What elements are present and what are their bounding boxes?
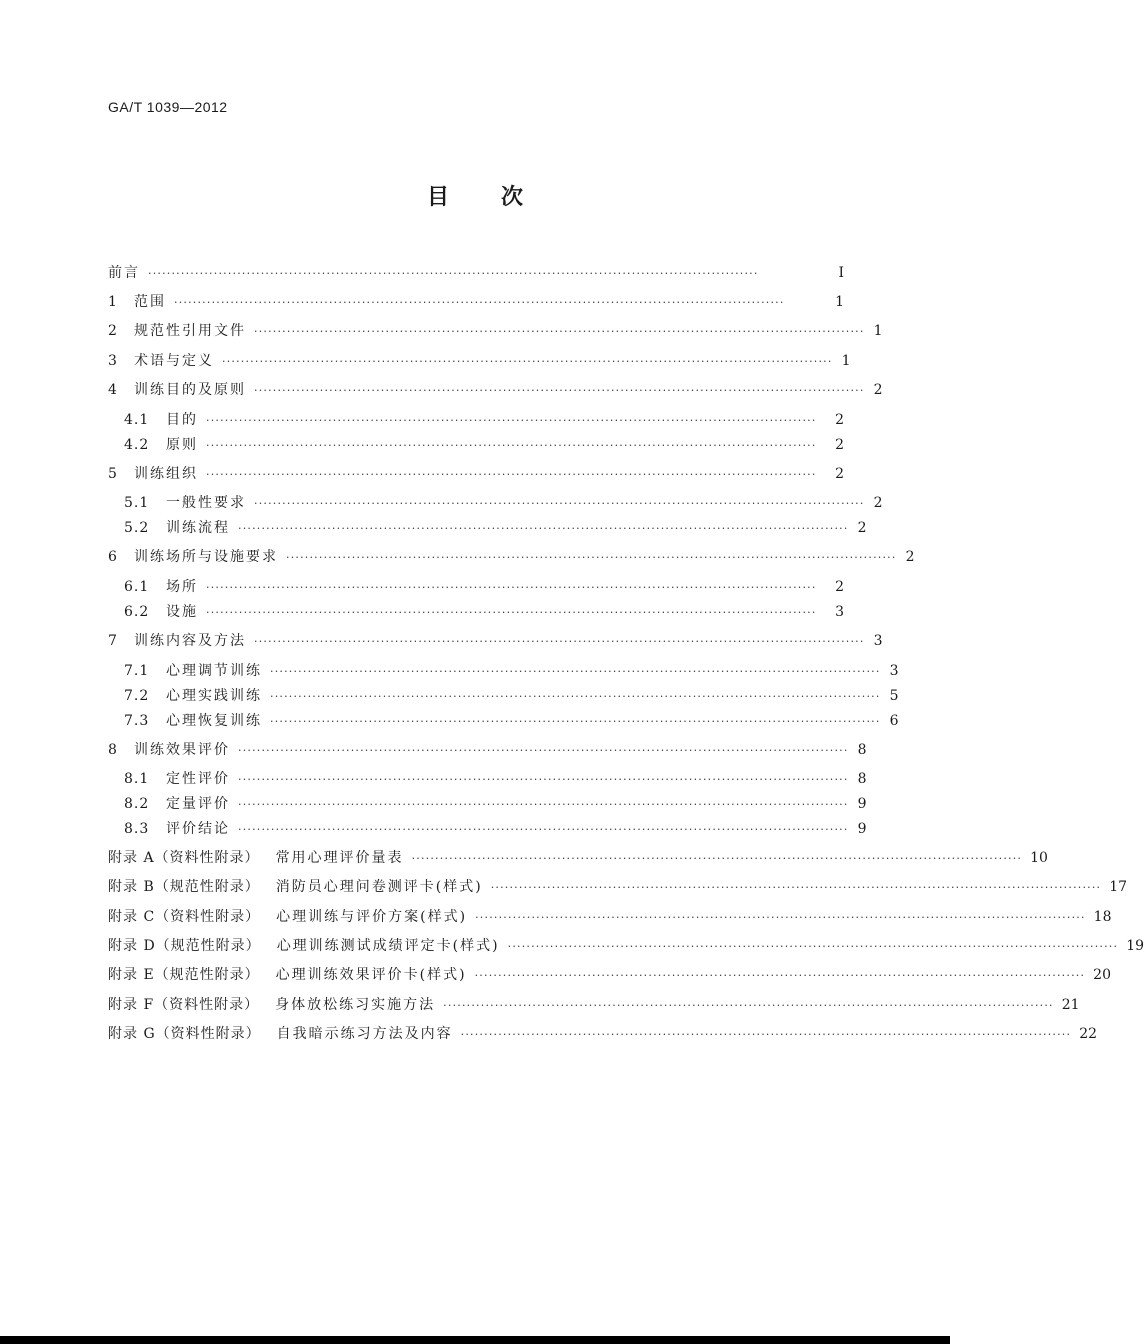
toc-leader-dots: ·································································································································· <box>238 522 849 535</box>
toc-entry[interactable] <box>108 350 851 370</box>
toc-entry[interactable] <box>108 379 883 399</box>
toc-leader-dots: ·································································································································· <box>254 384 865 397</box>
toc-entry-label: 训练内容及方法 <box>134 633 246 649</box>
toc-entry-label: 常用心理评价量表 <box>275 850 404 866</box>
toc-entry-number: 8.1 <box>124 771 150 787</box>
toc-entry[interactable] <box>108 739 867 759</box>
toc-entry-number: 7 <box>108 633 118 649</box>
toc-entry-page-number: 22 <box>1079 1026 1098 1042</box>
toc-entry-number: 4 <box>108 382 118 398</box>
toc-entry-label: 训练组织 <box>134 466 198 482</box>
toc-entry-number: 5.2 <box>124 520 150 536</box>
toc-entry-label: 前言 <box>108 265 140 281</box>
toc-entry-number: 6 <box>108 549 118 565</box>
toc-entry[interactable] <box>124 818 867 838</box>
toc-entry-label: 训练效果评价 <box>134 742 230 758</box>
toc-entry-page-number: 1 <box>835 294 844 310</box>
toc-entry-page-number: 2 <box>873 495 883 511</box>
toc-entry-label: 心理训练效果评价卡(样式) <box>275 967 467 983</box>
toc-entry-label: 范围 <box>134 294 166 310</box>
toc-leader-dots: ·································································································································· <box>238 798 849 811</box>
toc-leader-dots: ·································································································································· <box>148 267 759 280</box>
toc-entry-page-number: 10 <box>1030 850 1048 866</box>
toc-appendix-heading: 附录 F（资料性附录） <box>108 997 260 1013</box>
toc-entry-number: 8 <box>108 742 118 758</box>
toc-entry-label: 心理训练与评价方案(样式) <box>276 909 468 925</box>
toc-entry[interactable] <box>108 994 1080 1014</box>
toc-entry-label: 一般性要求 <box>166 495 246 511</box>
toc-entry[interactable] <box>124 601 844 621</box>
toc-entry-number: 5.1 <box>124 495 150 511</box>
toc-leader-dots: ·································································································································· <box>206 581 817 594</box>
toc-entry-label: 术语与定义 <box>134 353 214 369</box>
toc-entry[interactable] <box>108 291 844 311</box>
toc-leader-dots: ·································································································································· <box>475 911 1086 924</box>
toc-entry-label: 目的 <box>166 412 198 428</box>
toc-entry-number: 6.2 <box>124 604 150 620</box>
toc-entry[interactable] <box>124 710 899 730</box>
toc-entry[interactable] <box>108 935 1144 955</box>
toc-entry[interactable] <box>124 434 844 454</box>
toc-entry-page-number: 1 <box>873 323 883 339</box>
toc-leader-dots: ·································································································································· <box>206 606 817 619</box>
toc-leader-dots: ·································································································································· <box>270 665 881 678</box>
toc-entry[interactable] <box>124 492 883 512</box>
toc-entry-page-number: 2 <box>857 520 867 536</box>
toc-entry-page-number: 9 <box>857 796 867 812</box>
toc-entry-label: 原则 <box>166 437 198 453</box>
toc-entry[interactable] <box>108 262 844 282</box>
toc-entry-page-number: 1 <box>841 353 851 369</box>
toc-leader-dots: ·································································································································· <box>206 414 817 427</box>
toc-entry-label: 消防员心理问卷测评卡(样式) <box>275 879 483 895</box>
toc-leader-dots: ·································································································································· <box>174 296 785 309</box>
toc-entry-page-number: 2 <box>905 549 915 565</box>
toc-entry-page-number: 6 <box>889 713 899 729</box>
toc-entry-number: 5 <box>108 466 118 482</box>
toc-leader-dots: ·································································································································· <box>206 468 817 481</box>
toc-leader-dots: ·································································································································· <box>222 355 833 368</box>
toc-entry-label: 心理恢复训练 <box>166 713 262 729</box>
toc-entry-page-number: 21 <box>1061 997 1080 1013</box>
toc-entry-page-number: 2 <box>873 382 883 398</box>
toc-entry-page-number: 2 <box>835 437 844 453</box>
toc-appendix-heading: 附录 A（资料性附录） <box>108 850 260 866</box>
toc-entry[interactable] <box>124 793 867 813</box>
toc-entry-label: 评价结论 <box>166 821 230 837</box>
toc-entry-number: 4.1 <box>124 412 150 428</box>
toc-leader-dots: ·································································································································· <box>254 325 865 338</box>
toc-entry[interactable] <box>108 876 1128 896</box>
toc-entry-label: 规范性引用文件 <box>134 323 246 339</box>
toc-entry[interactable] <box>108 964 1111 984</box>
toc-leader-dots: ·································································································································· <box>254 497 865 510</box>
toc-leader-dots: ·································································································································· <box>286 551 897 564</box>
toc-leader-dots: ·································································································································· <box>460 1028 1072 1041</box>
toc-entry[interactable] <box>108 546 915 566</box>
toc-entry-number: 1 <box>108 294 118 310</box>
toc-entry-number: 2 <box>108 323 118 339</box>
toc-entry[interactable] <box>108 320 883 340</box>
toc-entry[interactable] <box>108 847 1048 867</box>
toc-entry[interactable] <box>124 409 844 429</box>
toc-leader-dots: ·································································································································· <box>474 969 1086 982</box>
toc-leader-dots: ·································································································································· <box>206 439 817 452</box>
toc-entry-page-number: 8 <box>857 771 867 787</box>
toc-entry-page-number: 5 <box>889 688 899 704</box>
toc-entry-page-number: 3 <box>873 633 883 649</box>
toc-entry-label: 训练流程 <box>166 520 230 536</box>
page-title <box>0 180 950 211</box>
toc-appendix-heading: 附录 D（规范性附录） <box>108 938 261 954</box>
toc-entry-number: 7.3 <box>124 713 150 729</box>
toc-leader-dots: ·································································································································· <box>507 940 1119 953</box>
toc-entry-label: 场所 <box>166 579 198 595</box>
toc-entry-label: 定性评价 <box>166 771 230 787</box>
toc-entry-label: 心理调节训练 <box>166 663 262 679</box>
document-code: GA/T 1039—2012 <box>108 99 228 115</box>
toc-leader-dots: ·································································································································· <box>490 881 1102 894</box>
toc-entry-label: 心理训练测试成绩评定卡(样式) <box>276 938 500 954</box>
toc-appendix-heading: 附录 E（规范性附录） <box>108 967 260 983</box>
toc-entry-label: 训练目的及原则 <box>134 382 246 398</box>
toc-entry-page-number: 20 <box>1093 967 1111 983</box>
toc-entry[interactable] <box>124 576 844 596</box>
toc-entry-label: 身体放松练习实施方法 <box>275 997 436 1013</box>
toc-leader-dots: ·································································································································· <box>254 635 865 648</box>
toc-entry-page-number: 2 <box>835 579 844 595</box>
toc-entry[interactable] <box>108 630 883 650</box>
toc-leader-dots: ·································································································································· <box>270 690 881 703</box>
toc-entry[interactable] <box>124 685 899 705</box>
page-edge-rule <box>0 1336 950 1344</box>
toc-entry[interactable] <box>124 517 867 537</box>
toc-entry-number: 7.1 <box>124 663 150 679</box>
toc-entry-page-number: 2 <box>835 412 844 428</box>
title-char-right: 次 <box>501 185 524 210</box>
toc-entry-label: 设施 <box>166 604 198 620</box>
toc-entry-page-number: Ⅰ <box>838 265 844 281</box>
toc-entry-number: 8.3 <box>124 821 150 837</box>
toc-entry-number: 3 <box>108 353 118 369</box>
toc-entry-number: 6.1 <box>124 579 150 595</box>
toc-entry[interactable] <box>108 906 1112 926</box>
toc-entry-page-number: 2 <box>835 466 844 482</box>
toc-entry[interactable] <box>108 1023 1098 1043</box>
toc-leader-dots: ·································································································································· <box>238 744 849 757</box>
toc-leader-dots: ·································································································································· <box>411 852 1023 865</box>
toc-entry-page-number: 3 <box>835 604 844 620</box>
toc-entry-label: 心理实践训练 <box>166 688 262 704</box>
toc-appendix-heading: 附录 C（资料性附录） <box>108 909 261 925</box>
toc-entry-page-number: 19 <box>1126 938 1144 954</box>
toc-entry-number: 4.2 <box>124 437 150 453</box>
toc-appendix-heading: 附录 B（规范性附录） <box>108 879 260 895</box>
toc-entry[interactable] <box>124 768 867 788</box>
toc-entry[interactable] <box>124 660 899 680</box>
toc-leader-dots: ·································································································································· <box>443 999 1054 1012</box>
toc-leader-dots: ·································································································································· <box>270 715 881 728</box>
toc-entry-label: 自我暗示练习方法及内容 <box>276 1026 453 1042</box>
toc-entry-page-number: 18 <box>1093 909 1112 925</box>
toc-entry-number: 7.2 <box>124 688 150 704</box>
toc-entry-number: 8.2 <box>124 796 150 812</box>
toc-leader-dots: ·································································································································· <box>238 773 849 786</box>
toc-entry-page-number: 3 <box>889 663 899 679</box>
toc-entry-page-number: 8 <box>857 742 867 758</box>
toc-entry[interactable] <box>108 463 844 483</box>
toc-entry-page-number: 17 <box>1109 879 1128 895</box>
toc-entry-label: 训练场所与设施要求 <box>134 549 278 565</box>
toc-leader-dots: ·································································································································· <box>238 823 849 836</box>
title-char-left: 目 <box>426 185 449 210</box>
toc-entry-label: 定量评价 <box>166 796 230 812</box>
toc-entry-page-number: 9 <box>857 821 867 837</box>
toc-appendix-heading: 附录 G（资料性附录） <box>108 1026 261 1042</box>
